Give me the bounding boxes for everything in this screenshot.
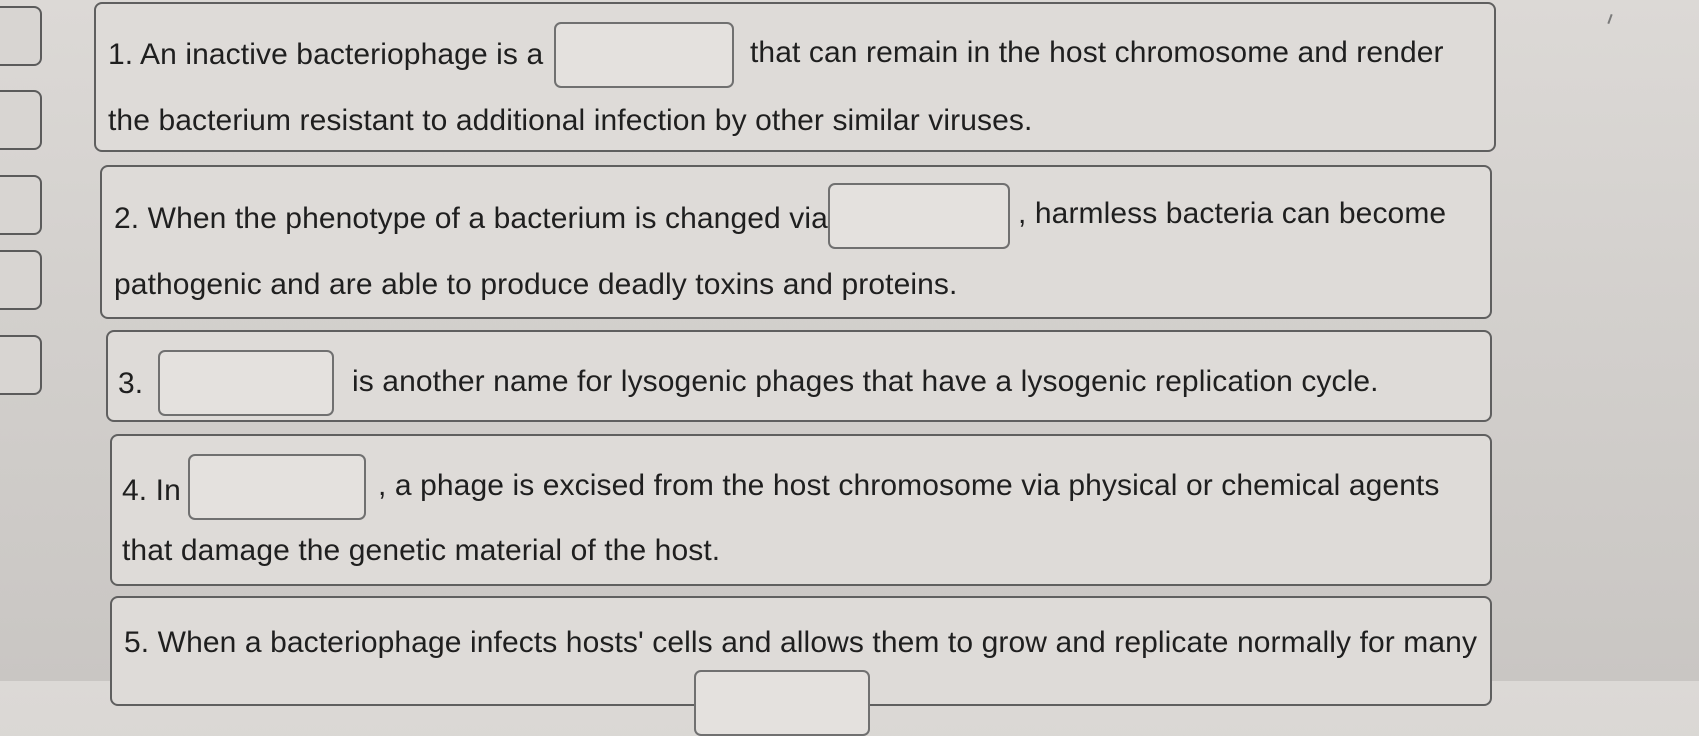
question-card-4	[110, 434, 1492, 586]
answer-tab-5[interactable]	[0, 335, 42, 395]
scroll-mark	[1607, 14, 1612, 24]
question-1-text-after: that can remain in the host chromosome and render	[750, 36, 1444, 69]
question-3-text-before: 3.	[118, 367, 144, 400]
question-1-text-line2: the bacterium resistant to additional infection by other similar viruses.	[108, 104, 1033, 137]
question-card-3	[106, 330, 1492, 422]
question-3-blank[interactable]	[158, 350, 334, 416]
question-5-text-line1: 5. When a bacteriophage infects hosts' cells and allows them to grow and replicate normally for many	[124, 626, 1478, 659]
answer-tab-3[interactable]	[0, 175, 42, 235]
question-card-5	[110, 596, 1492, 706]
question-2-text-line2: pathogenic and are able to produce deadly toxins and proteins.	[114, 268, 958, 301]
question-4-blank[interactable]	[188, 454, 366, 520]
question-1-blank[interactable]	[554, 22, 734, 88]
question-4-text-line2: that damage the genetic material of the host.	[122, 534, 721, 567]
answer-tab-2[interactable]	[0, 90, 42, 150]
answer-tab-1[interactable]	[0, 6, 42, 66]
question-4-text-after: , a phage is excised from the host chromosome via physical or chemical agents	[378, 469, 1440, 502]
question-5-blank[interactable]	[694, 670, 870, 736]
question-2-blank[interactable]	[828, 183, 1010, 249]
question-3-text-after: is another name for lysogenic phages that have a lysogenic replication cycle.	[352, 365, 1379, 398]
question-2-text-after: , harmless bacteria can become	[1018, 197, 1447, 230]
question-card-1	[94, 2, 1496, 152]
question-2-text-before: 2. When the phenotype of a bacterium is changed via	[114, 202, 828, 235]
answer-tab-4[interactable]	[0, 250, 42, 310]
question-4-text-before: 4. In	[122, 474, 181, 507]
question-card-2	[100, 165, 1492, 319]
question-1-text-before: 1. An inactive bacteriophage is a	[108, 38, 544, 71]
